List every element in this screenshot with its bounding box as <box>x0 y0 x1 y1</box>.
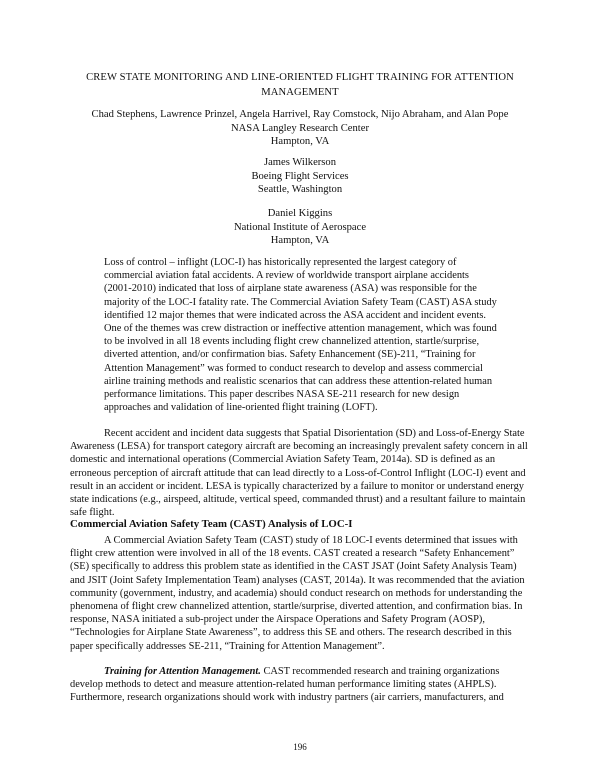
section-paragraph: A Commercial Aviation Safety Team (CAST) study of 18 LOC-I events determined that issues with flight crew attention were involved in all of the 18 events. CAST created a research “Safety Enhancement” (SE) specifically to address this problem state as identified in the CAST JSAT (Joint Safety Analysis Team) and JSIT (Joint Safety Implementation Team) analyses (CAST, 2014a). It was recommended that the aviation community (government, industry, and academia) should conduct research on methods for understanding the phenomena of flight crew channelized attention, startle/surprise, diverted attention, and confirmation bias. In response, NASA initiated a sub-project under the Airspace Operations and Safety Program (AOSP), “Technologies for Airplane State Awareness”, to address this SE and others. The research described in this paper specifically addresses SE-211, “Training for Attention Management”. <box>70 535 525 652</box>
author-affiliation: National Institute of Aerospace <box>233 221 367 233</box>
page-number: 196 <box>293 742 307 752</box>
author-location: Hampton, VA <box>270 136 330 147</box>
author-location: Seattle, Washington <box>257 184 343 195</box>
author-names: Chad Stephens, Lawrence Prinzel, Angela Harrivel, Ray Comstock, Nijo Abraham, and Alan Pope <box>91 109 509 120</box>
author-names: James Wilkerson <box>263 157 337 168</box>
subsection-body: CAST recommended research and training organizations develop methods to detect and measure attention-related human performance limiting states (AHPLS). Furthermore, research organizations should work with industry partners (air carriers, manufacturers, and <box>70 666 504 704</box>
section-heading: Commercial Aviation Safety Team (CAST) Analysis of LOC-I <box>70 518 353 530</box>
subsection-paragraph <box>70 665 530 705</box>
paper-title: CREW STATE MONITORING AND LINE-ORIENTED FLIGHT TRAINING FOR ATTENTION MANAGEMENT <box>86 72 514 98</box>
author-affiliation: Boeing Flight Services <box>251 170 349 182</box>
author-affiliation: NASA Langley Research Center <box>231 122 369 134</box>
subsection-runin-heading: Training for Attention Management. <box>104 666 261 677</box>
intro-paragraph: Recent accident and incident data suggests that Spatial Disorientation (SD) and Loss-of-Energy State Awareness (LESA) for transport category aircraft are becoming an increasingly prevalent safety concern in all domestic and international operations (Commercial Aviation Safety Team, 2014a). SD is defined as an erroneous perception of aircraft attitude that can lead directly to a Loss-of-Control Inflight (LOC-I) event and result in an accident or incident. LESA is typically characterized by a failure to monitor or understand energy state indications (e.g., airspeed, altitude, vertical speed, commanded thrust) and a resultant failure to maintain safe flight. <box>70 428 528 519</box>
author-block-nasa <box>60 108 540 149</box>
author-location: Hampton, VA <box>270 235 330 246</box>
author-block-nia <box>60 207 540 248</box>
author-block-boeing <box>60 156 540 197</box>
author-names: Daniel Kiggins <box>267 208 333 219</box>
abstract: Loss of control – inflight (LOC-I) has historically represented the largest category of commercial aviation fatal accidents. A review of worldwide transport airplane accidents (2001-2010) indicated that loss of airplane state awareness (ASA) was responsible for the majority of the LOC-I fatality rate. The Commercial Aviation Safety Team (CAST) ASA study identified 12 major themes that were indicated across the ASA accident and incident events. One of the themes was crew distraction or ineffective attention management, which was found to be involved in all 18 events including flight crew channelized attention, startle/surprise, diverted attention, and/or confirmation bias. Safety Enhancement (SE)-211, “Training for Attention Management” was formed to conduct research to develop and assess commercial airline training methods and realistic scenarios that can address these attention-related human performance limitations. This paper describes NASA SE-211 research for new design approaches and validation of line-oriented flight training (LOFT). <box>104 257 497 414</box>
